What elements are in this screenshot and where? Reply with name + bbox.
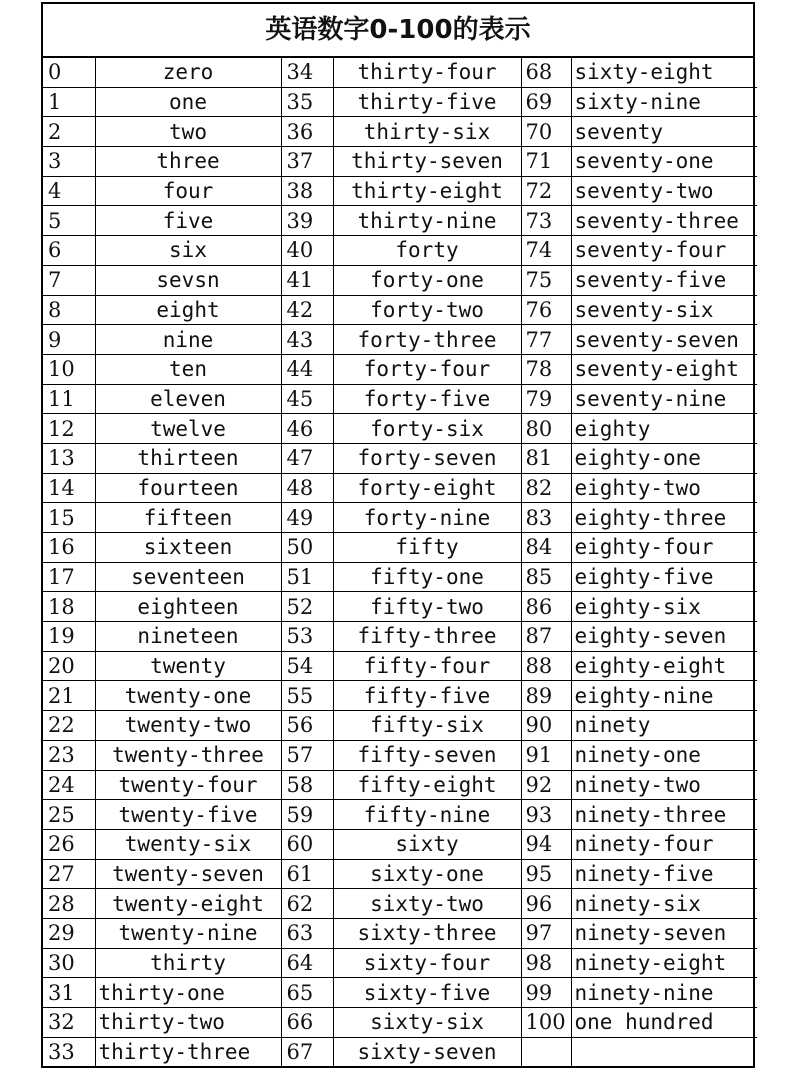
- word-cell: seventy-six: [571, 295, 757, 325]
- word-cell: twenty-seven: [95, 859, 281, 889]
- number-cell: 14: [43, 473, 95, 503]
- word-cell: seventy-eight: [571, 354, 757, 384]
- table-row: [43, 325, 757, 355]
- word-cell: one: [95, 87, 281, 117]
- word-cell: ninety-one: [571, 740, 757, 770]
- word-cell: sixty-one: [333, 859, 521, 889]
- word-cell: twenty-nine: [95, 918, 281, 948]
- word-cell: twenty-eight: [95, 889, 281, 919]
- word-cell: ninety-seven: [571, 918, 757, 948]
- word-cell: fifty-seven: [333, 740, 521, 770]
- number-cell: 96: [521, 889, 571, 919]
- number-cell: 1: [43, 87, 95, 117]
- table-row: [43, 503, 757, 533]
- number-cell: 63: [281, 918, 333, 948]
- word-cell: sixty-four: [333, 948, 521, 978]
- table-row: [43, 414, 757, 444]
- word-cell: fourteen: [95, 473, 281, 503]
- word-cell: [571, 1037, 757, 1066]
- number-cell: 33: [43, 1037, 95, 1066]
- word-cell: thirty-six: [333, 117, 521, 147]
- word-cell: forty-three: [333, 325, 521, 355]
- number-cell: 79: [521, 384, 571, 414]
- word-cell: fifty-three: [333, 622, 521, 652]
- number-cell: 66: [281, 1008, 333, 1038]
- word-cell: forty: [333, 236, 521, 266]
- word-cell: ten: [95, 354, 281, 384]
- word-cell: twenty-one: [95, 681, 281, 711]
- number-cell: 61: [281, 859, 333, 889]
- word-cell: sixty-six: [333, 1008, 521, 1038]
- word-cell: thirty-five: [333, 87, 521, 117]
- number-cell: 15: [43, 503, 95, 533]
- word-cell: fifty-four: [333, 651, 521, 681]
- table-row: [43, 681, 757, 711]
- word-cell: ninety-four: [571, 829, 757, 859]
- number-cell: 60: [281, 829, 333, 859]
- number-cell: 70: [521, 117, 571, 147]
- number-cell: 32: [43, 1008, 95, 1038]
- number-cell: 36: [281, 117, 333, 147]
- word-cell: twenty: [95, 651, 281, 681]
- word-cell: sixty-five: [333, 978, 521, 1008]
- word-cell: sixty-two: [333, 889, 521, 919]
- number-cell: 65: [281, 978, 333, 1008]
- number-cell: 41: [281, 265, 333, 295]
- word-cell: eighty-two: [571, 473, 757, 503]
- number-cell: 90: [521, 711, 571, 741]
- word-cell: seventy-three: [571, 206, 757, 236]
- number-cell: 45: [281, 384, 333, 414]
- table-row: [43, 384, 757, 414]
- word-cell: zero: [95, 58, 281, 87]
- table-row: [43, 770, 757, 800]
- word-cell: forty-four: [333, 354, 521, 384]
- number-cell: 5: [43, 206, 95, 236]
- word-cell: thirty-seven: [333, 147, 521, 177]
- word-cell: seventy-nine: [571, 384, 757, 414]
- word-cell: ninety-six: [571, 889, 757, 919]
- number-cell: 2: [43, 117, 95, 147]
- table-row: [43, 1037, 757, 1066]
- number-cell: 35: [281, 87, 333, 117]
- number-cell: 43: [281, 325, 333, 355]
- word-cell: eighty-seven: [571, 622, 757, 652]
- table-row: [43, 562, 757, 592]
- table-row: [43, 711, 757, 741]
- table-row: [43, 889, 757, 919]
- word-cell: thirty-one: [95, 978, 281, 1008]
- number-cell: 75: [521, 265, 571, 295]
- number-cell: 50: [281, 533, 333, 563]
- number-cell: 20: [43, 651, 95, 681]
- number-cell: 18: [43, 592, 95, 622]
- number-cell: 91: [521, 740, 571, 770]
- number-cell: 0: [43, 58, 95, 87]
- number-cell: 87: [521, 622, 571, 652]
- word-cell: fifty: [333, 533, 521, 563]
- number-cell: 6: [43, 236, 95, 266]
- number-cell: 38: [281, 176, 333, 206]
- number-cell: 80: [521, 414, 571, 444]
- number-cell: 78: [521, 354, 571, 384]
- number-cell: 9: [43, 325, 95, 355]
- number-cell: 54: [281, 651, 333, 681]
- table-row: [43, 918, 757, 948]
- word-cell: seventy-one: [571, 147, 757, 177]
- word-cell: twenty-two: [95, 711, 281, 741]
- table-row: [43, 651, 757, 681]
- number-cell: 47: [281, 443, 333, 473]
- number-cell: 76: [521, 295, 571, 325]
- table-row: [43, 295, 757, 325]
- word-cell: forty-one: [333, 265, 521, 295]
- word-cell: ninety-three: [571, 800, 757, 830]
- word-cell: twenty-five: [95, 800, 281, 830]
- word-cell: seventy-four: [571, 236, 757, 266]
- word-cell: seventy-two: [571, 176, 757, 206]
- word-cell: ninety-five: [571, 859, 757, 889]
- number-cell: 81: [521, 443, 571, 473]
- word-cell: ninety: [571, 711, 757, 741]
- number-cell: 4: [43, 176, 95, 206]
- number-cell: 22: [43, 711, 95, 741]
- table-row: [43, 592, 757, 622]
- number-cell: 42: [281, 295, 333, 325]
- table-row: [43, 473, 757, 503]
- table-row: [43, 622, 757, 652]
- word-cell: fifteen: [95, 503, 281, 533]
- word-cell: two: [95, 117, 281, 147]
- word-cell: forty-six: [333, 414, 521, 444]
- number-cell: 100: [521, 1008, 571, 1038]
- number-cell: 17: [43, 562, 95, 592]
- number-cell: 21: [43, 681, 95, 711]
- number-cell: 16: [43, 533, 95, 563]
- number-cell: 12: [43, 414, 95, 444]
- word-cell: fifty-six: [333, 711, 521, 741]
- number-cell: 23: [43, 740, 95, 770]
- word-cell: twenty-four: [95, 770, 281, 800]
- number-cell: 19: [43, 622, 95, 652]
- word-cell: nineteen: [95, 622, 281, 652]
- word-cell: fifty-nine: [333, 800, 521, 830]
- number-cell: 88: [521, 651, 571, 681]
- number-cell: 97: [521, 918, 571, 948]
- table-row: [43, 206, 757, 236]
- table-row: [43, 740, 757, 770]
- word-cell: sixteen: [95, 533, 281, 563]
- word-cell: six: [95, 236, 281, 266]
- page-title: 英语数字0-100的表示: [43, 4, 753, 58]
- table-row: [43, 1008, 757, 1038]
- numbers-table: [43, 58, 757, 1066]
- table-row: [43, 236, 757, 266]
- number-cell: 69: [521, 87, 571, 117]
- word-cell: thirty-four: [333, 58, 521, 87]
- number-cell: 83: [521, 503, 571, 533]
- word-cell: forty-seven: [333, 443, 521, 473]
- number-cell: 26: [43, 829, 95, 859]
- word-cell: thirty: [95, 948, 281, 978]
- number-cell: 71: [521, 147, 571, 177]
- table-row: [43, 978, 757, 1008]
- number-cell: 25: [43, 800, 95, 830]
- word-cell: forty-nine: [333, 503, 521, 533]
- number-cell: 84: [521, 533, 571, 563]
- table-row: [43, 859, 757, 889]
- number-cell: 68: [521, 58, 571, 87]
- word-cell: five: [95, 206, 281, 236]
- number-cell: 11: [43, 384, 95, 414]
- number-cell: 28: [43, 889, 95, 919]
- number-cell: 82: [521, 473, 571, 503]
- word-cell: thirteen: [95, 443, 281, 473]
- number-cell: 57: [281, 740, 333, 770]
- word-cell: seventy: [571, 117, 757, 147]
- word-cell: eleven: [95, 384, 281, 414]
- table-row: [43, 354, 757, 384]
- number-cell: 73: [521, 206, 571, 236]
- word-cell: sixty-seven: [333, 1037, 521, 1066]
- word-cell: ninety-eight: [571, 948, 757, 978]
- word-cell: three: [95, 147, 281, 177]
- number-cell: 67: [281, 1037, 333, 1066]
- word-cell: eighty-three: [571, 503, 757, 533]
- word-cell: fifty-eight: [333, 770, 521, 800]
- number-cell: 40: [281, 236, 333, 266]
- word-cell: thirty-three: [95, 1037, 281, 1066]
- table-row: [43, 533, 757, 563]
- word-cell: forty-five: [333, 384, 521, 414]
- word-cell: fifty-two: [333, 592, 521, 622]
- number-cell: 55: [281, 681, 333, 711]
- word-cell: eighty-one: [571, 443, 757, 473]
- number-cell: 95: [521, 859, 571, 889]
- word-cell: ninety-nine: [571, 978, 757, 1008]
- number-cell: 53: [281, 622, 333, 652]
- table-row: [43, 800, 757, 830]
- table-row: [43, 176, 757, 206]
- word-cell: four: [95, 176, 281, 206]
- word-cell: eighty: [571, 414, 757, 444]
- table-row: [43, 117, 757, 147]
- number-cell: 10: [43, 354, 95, 384]
- number-cell: 58: [281, 770, 333, 800]
- word-cell: sixty: [333, 829, 521, 859]
- number-cell: 3: [43, 147, 95, 177]
- table-row: [43, 147, 757, 177]
- word-cell: thirty-nine: [333, 206, 521, 236]
- number-cell: 30: [43, 948, 95, 978]
- number-cell: 86: [521, 592, 571, 622]
- number-cell: 7: [43, 265, 95, 295]
- word-cell: eighty-eight: [571, 651, 757, 681]
- number-cell: 8: [43, 295, 95, 325]
- number-cell: 39: [281, 206, 333, 236]
- word-cell: one hundred: [571, 1008, 757, 1038]
- word-cell: seventy-five: [571, 265, 757, 295]
- number-cell: 72: [521, 176, 571, 206]
- number-cell: 64: [281, 948, 333, 978]
- number-table-sheet: [41, 2, 755, 1068]
- word-cell: twenty-three: [95, 740, 281, 770]
- word-cell: sevsn: [95, 265, 281, 295]
- word-cell: eighty-nine: [571, 681, 757, 711]
- number-cell: 49: [281, 503, 333, 533]
- word-cell: thirty-two: [95, 1008, 281, 1038]
- number-cell: 34: [281, 58, 333, 87]
- number-cell: 46: [281, 414, 333, 444]
- number-cell: 37: [281, 147, 333, 177]
- number-cell: 85: [521, 562, 571, 592]
- number-cell: 31: [43, 978, 95, 1008]
- number-cell: 77: [521, 325, 571, 355]
- table-row: [43, 87, 757, 117]
- word-cell: fifty-one: [333, 562, 521, 592]
- number-cell: 13: [43, 443, 95, 473]
- word-cell: sixty-nine: [571, 87, 757, 117]
- table-row: [43, 829, 757, 859]
- word-cell: twenty-six: [95, 829, 281, 859]
- word-cell: ninety-two: [571, 770, 757, 800]
- number-cell: 98: [521, 948, 571, 978]
- word-cell: eighty-five: [571, 562, 757, 592]
- number-cell: 56: [281, 711, 333, 741]
- number-cell: 94: [521, 829, 571, 859]
- word-cell: eight: [95, 295, 281, 325]
- number-cell: 44: [281, 354, 333, 384]
- word-cell: sixty-three: [333, 918, 521, 948]
- number-cell: 24: [43, 770, 95, 800]
- table-row: [43, 265, 757, 295]
- number-cell: 89: [521, 681, 571, 711]
- table-row: [43, 948, 757, 978]
- table-row: [43, 58, 757, 87]
- word-cell: seventeen: [95, 562, 281, 592]
- word-cell: thirty-eight: [333, 176, 521, 206]
- word-cell: seventy-seven: [571, 325, 757, 355]
- word-cell: eighty-six: [571, 592, 757, 622]
- number-cell: 93: [521, 800, 571, 830]
- word-cell: eighteen: [95, 592, 281, 622]
- number-cell: [521, 1037, 571, 1066]
- word-cell: twelve: [95, 414, 281, 444]
- number-cell: 52: [281, 592, 333, 622]
- word-cell: forty-two: [333, 295, 521, 325]
- number-cell: 29: [43, 918, 95, 948]
- number-cell: 48: [281, 473, 333, 503]
- word-cell: fifty-five: [333, 681, 521, 711]
- number-cell: 62: [281, 889, 333, 919]
- number-cell: 51: [281, 562, 333, 592]
- word-cell: nine: [95, 325, 281, 355]
- number-cell: 74: [521, 236, 571, 266]
- word-cell: eighty-four: [571, 533, 757, 563]
- word-cell: forty-eight: [333, 473, 521, 503]
- table-row: [43, 443, 757, 473]
- number-cell: 27: [43, 859, 95, 889]
- number-cell: 92: [521, 770, 571, 800]
- number-cell: 59: [281, 800, 333, 830]
- word-cell: sixty-eight: [571, 58, 757, 87]
- number-cell: 99: [521, 978, 571, 1008]
